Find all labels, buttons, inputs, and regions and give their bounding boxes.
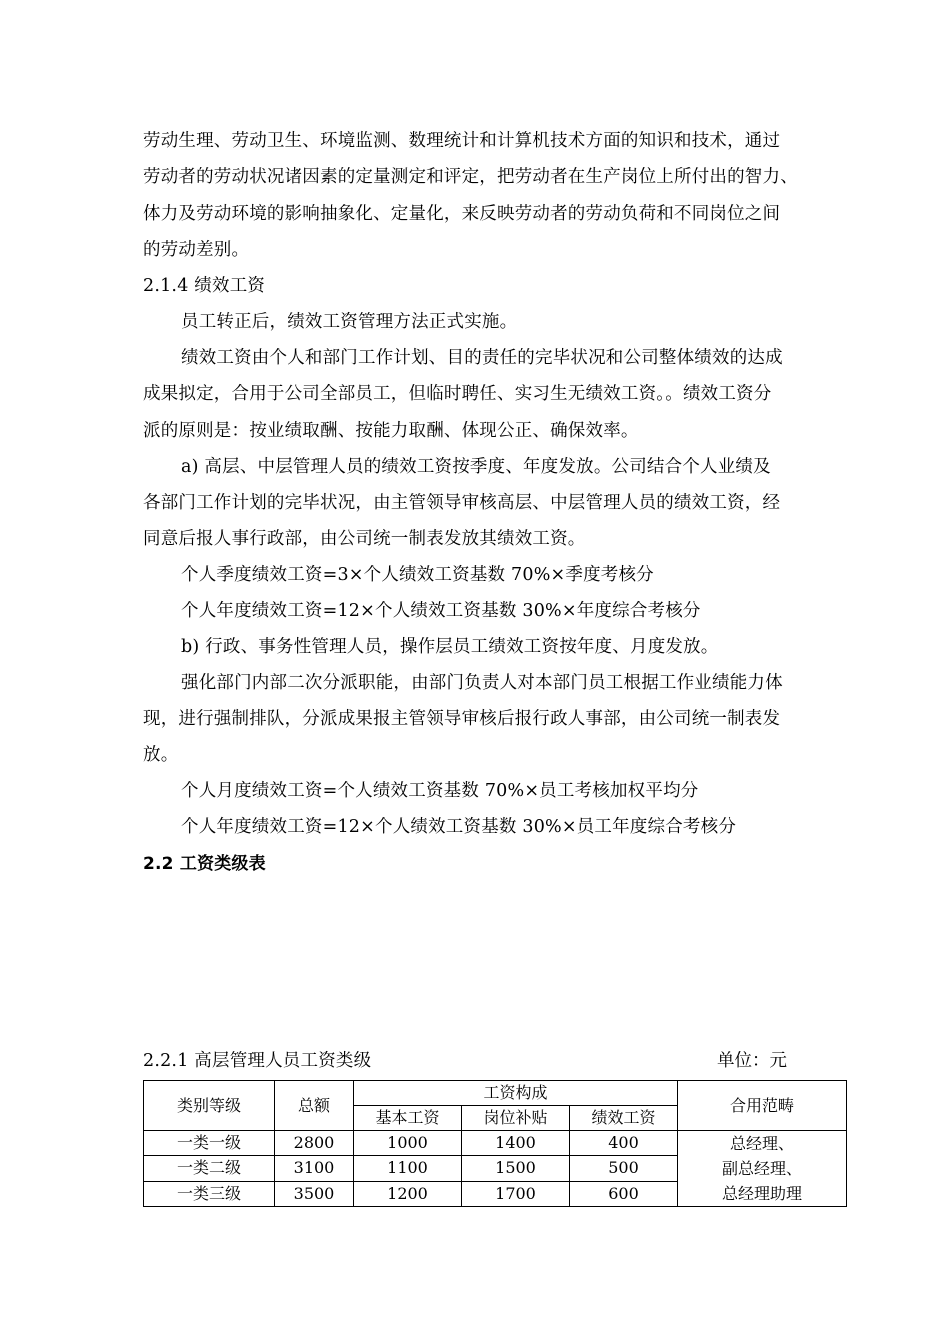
paragraph-line: 放。 bbox=[143, 745, 179, 765]
cell-post: 1400 bbox=[462, 1131, 570, 1156]
header-category: 类别等级 bbox=[144, 1081, 275, 1131]
paragraph-line: 各部门工作计划的完毕状况，由主管领导审核高层、中层管理人员的绩效工资，经 bbox=[143, 493, 781, 513]
scope-line: 副总经理、 bbox=[721, 1159, 802, 1178]
cell-performance: 500 bbox=[570, 1156, 678, 1181]
cell-performance: 400 bbox=[570, 1131, 678, 1156]
cell-basic: 1200 bbox=[354, 1181, 462, 1206]
formula-line: 个人年度绩效工资=12×个人绩效工资基数 30%×员工年度综合考核分 bbox=[181, 817, 737, 837]
paragraph-line: 派的原则是：按业绩取酬、按能力取酬、体现公正、确保效率。 bbox=[143, 421, 639, 441]
header-scope: 合用范畴 bbox=[678, 1081, 847, 1131]
header-performance: 绩效工资 bbox=[570, 1106, 678, 1131]
table-title: 2.2.1 高层管理人员工资类级 bbox=[143, 1051, 372, 1071]
cell-total: 2800 bbox=[275, 1131, 354, 1156]
paragraph-line: 成果拟定，合用于公司全部员工，但临时聘任、实习生无绩效工资。。绩效工资分 bbox=[143, 384, 772, 404]
header-basic: 基本工资 bbox=[354, 1106, 462, 1131]
cell-total: 3500 bbox=[275, 1181, 354, 1206]
cell-post: 1500 bbox=[462, 1156, 570, 1181]
paragraph-line: 的劳动差别。 bbox=[143, 240, 250, 260]
section-heading-2-2: 2.2 工资类级表 bbox=[143, 854, 266, 874]
table-row bbox=[144, 1131, 847, 1156]
cell-category: 一类一级 bbox=[144, 1131, 275, 1156]
paragraph-line: 强化部门内部二次分派职能，由部门负责人对本部门员工根据工作业绩能力体 bbox=[181, 673, 783, 693]
header-composition: 工资构成 bbox=[354, 1081, 678, 1106]
table-unit-label: 单位：元 bbox=[717, 1051, 787, 1071]
paragraph-line: 劳动生理、劳动卫生、环境监测、数理统计和计算机技术方面的知识和技术，通过 bbox=[143, 131, 781, 151]
cell-scope bbox=[678, 1131, 847, 1207]
cell-total: 3100 bbox=[275, 1156, 354, 1181]
table-header-row bbox=[144, 1081, 847, 1106]
cell-category: 一类二级 bbox=[144, 1156, 275, 1181]
section-heading-2-1-4: 2.1.4 绩效工资 bbox=[143, 276, 266, 296]
paragraph-line: b) 行政、事务性管理人员，操作层员工绩效工资按年度、月度发放。 bbox=[181, 637, 719, 657]
cell-basic: 1100 bbox=[354, 1156, 462, 1181]
cell-post: 1700 bbox=[462, 1181, 570, 1206]
paragraph-line: a) 高层、中层管理人员的绩效工资按季度、年度发放。公司结合个人业绩及 bbox=[181, 457, 771, 477]
paragraph-line: 员工转正后，绩效工资管理方法正式实施。 bbox=[181, 312, 518, 332]
salary-grade-table bbox=[143, 1080, 847, 1207]
cell-performance: 600 bbox=[570, 1181, 678, 1206]
scope-line: 总经理、 bbox=[729, 1134, 794, 1153]
paragraph-line: 现，进行强制排队，分派成果报主管领导审核后报行政人事部，由公司统一制表发 bbox=[143, 709, 781, 729]
paragraph-line: 绩效工资由个人和部门工作计划、目的责任的完毕状况和公司整体绩效的达成 bbox=[181, 348, 783, 368]
header-total: 总额 bbox=[275, 1081, 354, 1131]
scope-line: 总经理助理 bbox=[721, 1184, 802, 1203]
cell-basic: 1000 bbox=[354, 1131, 462, 1156]
formula-line: 个人年度绩效工资=12×个人绩效工资基数 30%×年度综合考核分 bbox=[181, 601, 701, 621]
header-post: 岗位补贴 bbox=[462, 1106, 570, 1131]
cell-category: 一类三级 bbox=[144, 1181, 275, 1206]
paragraph-line: 劳动者的劳动状况诸因素的定量测定和评定，把劳动者在生产岗位上所付出的智力、 bbox=[143, 167, 798, 187]
formula-line: 个人季度绩效工资=3×个人绩效工资基数 70%×季度考核分 bbox=[181, 565, 654, 585]
formula-line: 个人月度绩效工资=个人绩效工资基数 70%×员工考核加权平均分 bbox=[181, 781, 699, 801]
paragraph-line: 体力及劳动环境的影响抽象化、定量化，来反映劳动者的劳动负荷和不同岗位之间 bbox=[143, 204, 781, 224]
paragraph-line: 同意后报人事行政部，由公司统一制表发放其绩效工资。 bbox=[143, 529, 586, 549]
